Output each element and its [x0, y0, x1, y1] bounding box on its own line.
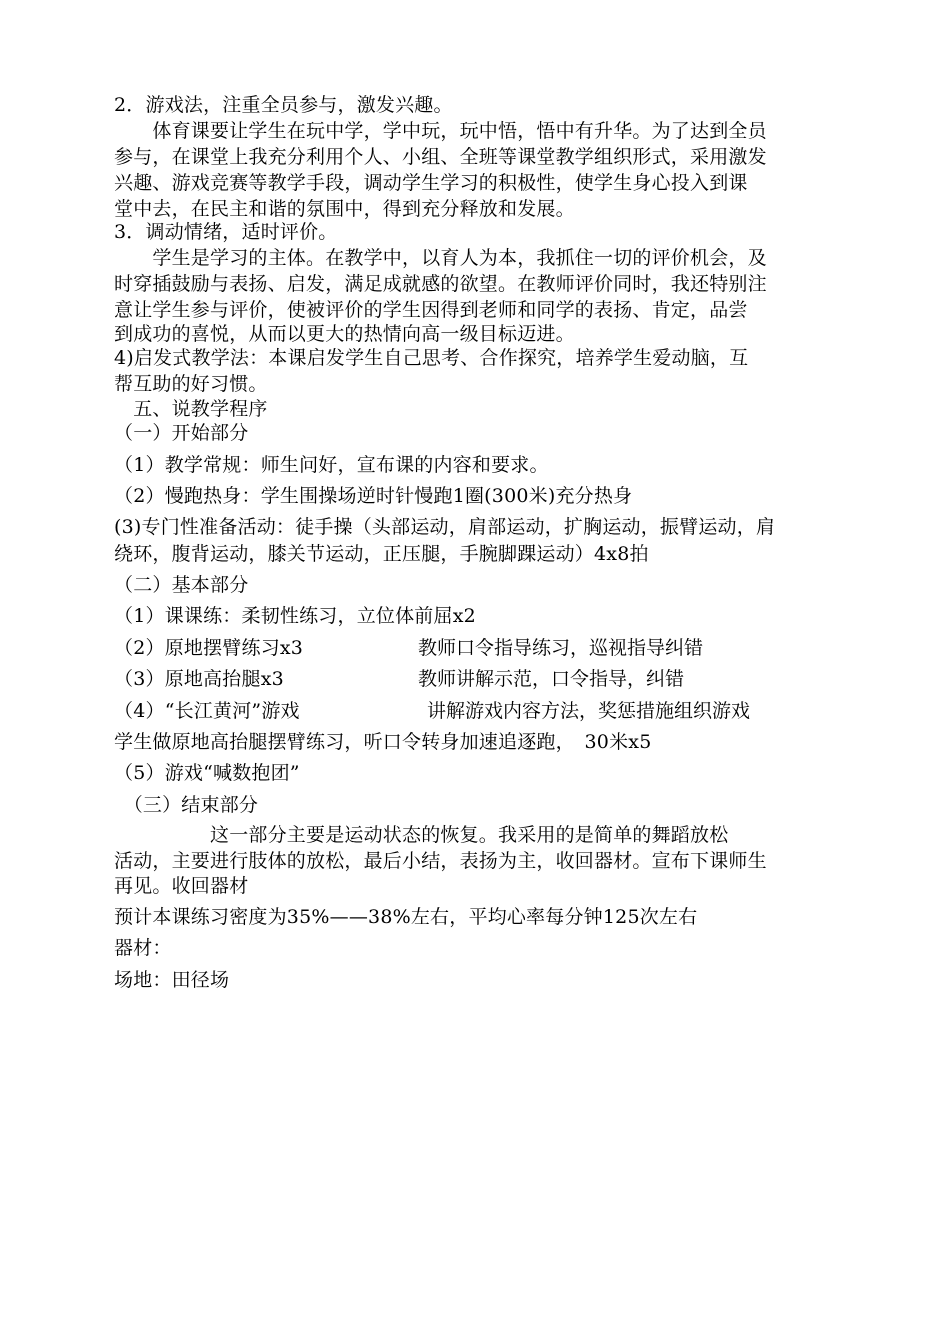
section-heading-procedure: 五、说教学程序: [114, 398, 268, 420]
subsection-heading-start: （一）开始部分: [114, 422, 249, 444]
list-item: （2）慢跑热身：学生围操场逆时针慢跑1圈(300米)充分热身: [114, 485, 633, 507]
teacher-instruction: 教师讲解示范，口令指导，纠错: [418, 668, 685, 690]
list-item: （1）教学常规：师生问好，宣布课的内容和要求。: [114, 454, 549, 476]
teacher-instruction: 教师口令指导练习，巡视指导纠错: [418, 637, 704, 659]
paragraph-line: 帮互助的好习惯。: [114, 373, 268, 395]
paragraph-line: 这一部分主要是运动状态的恢复。我采用的是简单的舞蹈放松: [114, 824, 729, 846]
heading-game-method: 2．游戏法，注重全员参与，激发兴趣。: [114, 94, 453, 116]
paragraph-line: 体育课要让学生在玩中学，学中玩，玩中悟，悟中有升华。为了达到全员: [114, 120, 767, 142]
density-note: 预计本课练习密度为35%——38%左右，平均心率每分钟125次左右: [114, 906, 698, 928]
paragraph-line: 参与，在课堂上我充分利用个人、小组、全班等课堂教学组织形式，采用激发: [114, 146, 767, 168]
paragraph-line: 兴趣、游戏竞赛等教学手段，调动学生学习的积极性，使学生身心投入到课: [114, 172, 748, 194]
paragraph-line: 活动，主要进行肢体的放松，最后小结，表扬为主，收回器材。宣布下课师生: [114, 850, 767, 872]
venue-label: 场地：田径场: [114, 969, 230, 991]
paragraph-line: 学生是学习的主体。在教学中，以育人为本，我抓住一切的评价机会，及: [114, 247, 767, 269]
list-item-continued: 绕环，腹背运动，膝关节运动，正压腿，手腕脚踝运动）4x8拍: [114, 543, 649, 565]
paragraph-line: 堂中去，在民主和谐的氛围中，得到充分释放和发展。: [114, 198, 575, 220]
equipment-label: 器材：: [114, 937, 172, 959]
heading-evaluation: 3．调动情绪，适时评价。: [114, 221, 338, 243]
teacher-instruction: 讲解游戏内容方法，奖惩措施组织游戏: [427, 700, 751, 722]
list-item-continued: 学生做原地高抬腿摆臂练习，听口令转身加速追逐跑， 30米x5: [114, 731, 652, 753]
list-item: （2）原地摆臂练习x3: [114, 637, 304, 659]
list-item: （4）“长江黄河”游戏: [114, 700, 300, 722]
list-item: （1）课课练：柔韧性练习，立位体前屈x2: [114, 605, 476, 627]
paragraph-line: 时穿插鼓励与表扬、启发，满足成就感的欲望。在教师评价同时，我还特别注: [114, 273, 767, 295]
list-item: （5）游戏“喊数抱团”: [114, 762, 300, 784]
subsection-heading-end: （三）结束部分: [114, 794, 259, 816]
list-item: (3)专门性准备活动：徒手操（头部运动，肩部运动，扩胸运动，振臂运动，肩: [114, 516, 776, 538]
paragraph-line: 4)启发式教学法：本课启发学生自己思考、合作探究，培养学生爱动脑，互: [114, 347, 749, 369]
paragraph-line: 到成功的喜悦，从而以更大的热情向高一级目标迈进。: [114, 323, 575, 345]
subsection-heading-basic: （二）基本部分: [114, 574, 249, 596]
paragraph-line: 意让学生参与评价，使被评价的学生因得到老师和同学的表扬、肯定，品尝: [114, 299, 748, 321]
paragraph-line: 再见。收回器材: [114, 875, 249, 897]
list-item: （3）原地高抬腿x3: [114, 668, 284, 690]
